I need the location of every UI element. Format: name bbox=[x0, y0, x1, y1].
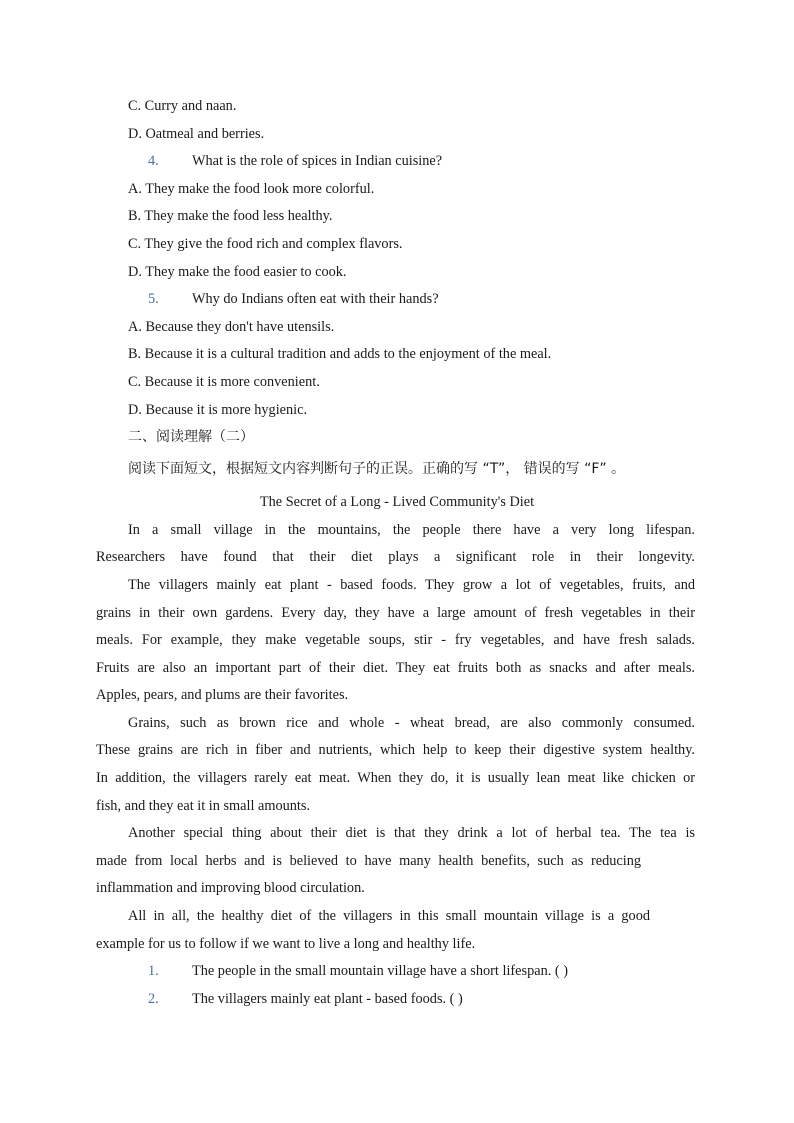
statement-1 bbox=[148, 961, 568, 981]
passage-line: example for us to follow if we want to live a long and healthy life. bbox=[96, 936, 476, 952]
passage-line: fish, and they eat it in small amounts. bbox=[96, 798, 311, 814]
statement-text: The villagers mainly eat plant - based foods. ( ) bbox=[192, 991, 463, 1007]
option-5d: D. Because it is more hygienic. bbox=[128, 402, 308, 418]
option-4a: A. They make the food look more colorful. bbox=[128, 181, 375, 197]
passage-line: Fruits are also an important part of their diet. They eat fruits both as snacks and after meals. bbox=[96, 660, 695, 676]
passage-line: In addition, the villagers rarely eat meat. When they do, it is usually lean meat like chicken or bbox=[96, 770, 695, 786]
passage-line: inflammation and improving blood circulation. bbox=[96, 880, 365, 896]
passage-line: meals. For example, they make vegetable soups, stir - fry vegetables, and have fresh salads. bbox=[96, 632, 695, 648]
question-5 bbox=[148, 289, 439, 309]
option-5c: C. Because it is more convenient. bbox=[128, 374, 320, 390]
option-4c: C. They give the food rich and complex flavors. bbox=[128, 236, 403, 252]
question-text: Why do Indians often eat with their hands? bbox=[192, 291, 439, 307]
passage-line: Researchers have found that their diet plays a significant role in their longevity. bbox=[96, 549, 695, 565]
option-3d: D. Oatmeal and berries. bbox=[128, 126, 265, 142]
statement-text: The people in the small mountain village have a short lifespan. ( ) bbox=[192, 963, 568, 979]
passage-line: Apples, pears, and plums are their favorites. bbox=[96, 687, 349, 703]
passage-line: grains in their own gardens. Every day, they have a large amount of fresh vegetables in their bbox=[96, 605, 695, 621]
question-number: 4. bbox=[148, 153, 159, 169]
statement-number: 2. bbox=[148, 991, 159, 1007]
passage-title: The Secret of a Long - Lived Community's Diet bbox=[259, 494, 535, 510]
question-4 bbox=[148, 151, 442, 171]
passage-line: made from local herbs and is believed to have many health benefits, such as reducing bbox=[96, 853, 641, 869]
option-3c: C. Curry and naan. bbox=[128, 98, 237, 114]
passage-line: These grains are rich in fiber and nutrients, which help to keep their digestive system healthy. bbox=[96, 742, 695, 758]
option-4d: D. They make the food easier to cook. bbox=[128, 264, 347, 280]
option-4b: B. They make the food less healthy. bbox=[128, 208, 333, 224]
section-instruction: 阅读下面短文，根据短文内容判断句子的正误。正确的写 “T”， 错误的写 “F” 。 bbox=[128, 461, 626, 477]
statement-2 bbox=[148, 989, 463, 1009]
section-heading: 二、阅读理解（二） bbox=[128, 429, 254, 445]
passage-line: Grains, such as brown rice and whole - wheat bread, are also commonly consumed. bbox=[128, 715, 695, 731]
passage-line: The villagers mainly eat plant - based foods. They grow a lot of vegetables, fruits, and bbox=[128, 577, 695, 593]
passage-line: Another special thing about their diet is that they drink a lot of herbal tea. The tea is bbox=[128, 825, 695, 841]
question-number: 5. bbox=[148, 291, 159, 307]
question-text: What is the role of spices in Indian cuisine? bbox=[192, 153, 443, 169]
option-5b: B. Because it is a cultural tradition and adds to the enjoyment of the meal. bbox=[128, 346, 552, 362]
statement-number: 1. bbox=[148, 963, 159, 979]
option-5a: A. Because they don't have utensils. bbox=[128, 319, 335, 335]
passage-line: All in all, the healthy diet of the villagers in this small mountain village is a good bbox=[128, 908, 650, 924]
passage-line: In a small village in the mountains, the people there have a very long lifespan. bbox=[128, 522, 695, 538]
